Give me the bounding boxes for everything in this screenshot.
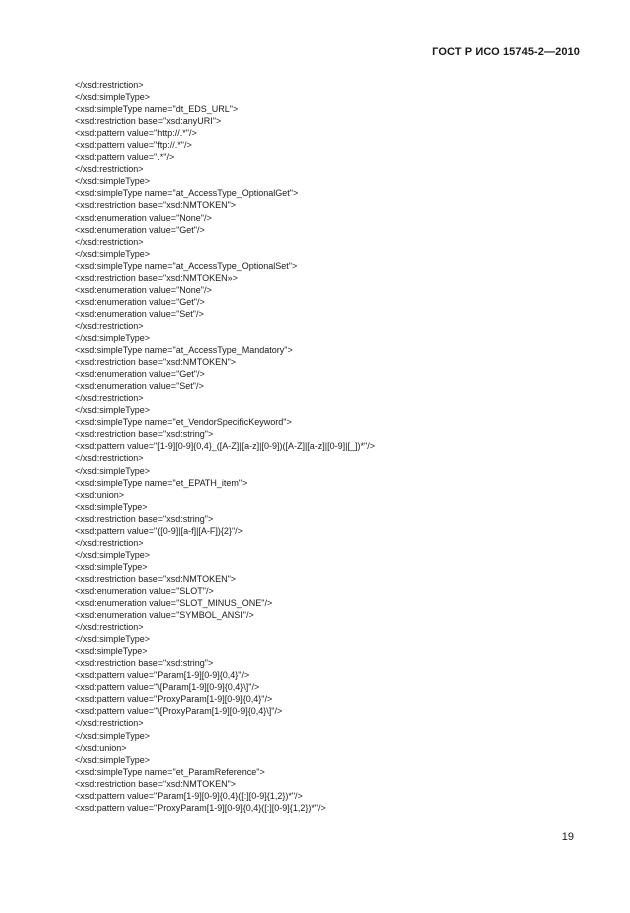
code-line: <xsd:pattern value="Param[1-9][0-9]{0,4}([:][0-9]{1,2})*"/> xyxy=(75,790,303,801)
code-line: <xsd:simpleType name="at_AccessType_OptionalGet"> xyxy=(75,188,299,199)
code-line: <xsd:pattern value="Param[1-9][0-9]{0,4}"/> xyxy=(75,670,250,681)
code-line: <xsd:pattern value="ProxyParam[1-9][0-9]{0,4}([:][0-9]{1,2})*"/> xyxy=(75,802,326,813)
code-line: <xsd:pattern value=".*"/> xyxy=(75,152,175,163)
standard-header: ГОСТ Р ИСО 15745-2—2010 xyxy=(432,46,580,58)
code-line: <xsd:enumeration value="Get"/> xyxy=(75,369,205,380)
code-line: </xsd:union> xyxy=(75,742,127,753)
code-line: </xsd:simpleType> xyxy=(75,634,151,645)
code-line: </xsd:restriction> xyxy=(75,320,144,331)
code-line: </xsd:restriction> xyxy=(75,164,144,175)
code-line: </xsd:restriction> xyxy=(75,236,144,247)
code-line: <xsd:simpleType name="at_AccessType_OptionalSet"> xyxy=(75,260,298,271)
code-line: <xsd:simpleType> xyxy=(75,501,148,512)
code-line: <xsd:simpleType> xyxy=(75,561,148,572)
page-number: 19 xyxy=(561,831,574,843)
code-line: </xsd:simpleType> xyxy=(75,248,151,259)
code-line: <xsd:pattern value="([0-9]|[a-f]|[A-F]){2}"/> xyxy=(75,525,243,536)
code-line: </xsd:restriction> xyxy=(75,718,144,729)
code-line: <xsd:restriction base="xsd:NMTOKEN"> xyxy=(75,200,237,211)
code-line: </xsd:simpleType> xyxy=(75,730,151,741)
code-line: </xsd:simpleType> xyxy=(75,332,151,343)
code-line: </xsd:restriction> xyxy=(75,537,144,548)
code-line: </xsd:restriction> xyxy=(75,80,144,90)
code-line: <xsd:simpleType name="et_ParamReference"> xyxy=(75,766,265,777)
code-line: <xsd:restriction base="xsd:NMTOKEN"> xyxy=(75,357,237,368)
code-line: <xsd:restriction base="xsd:string"> xyxy=(75,513,214,524)
code-line: <xsd:enumeration value="None"/> xyxy=(75,284,212,295)
code-line: <xsd:restriction base="xsd:string"> xyxy=(75,658,214,669)
code-line: <xsd:enumeration value="Get"/> xyxy=(75,296,205,307)
code-line: <xsd:restriction base="xsd:NMTOKEN"> xyxy=(75,573,237,584)
code-line: <xsd:simpleType name="et_VendorSpecificKeyword"> xyxy=(75,417,292,428)
code-line: </xsd:simpleType> xyxy=(75,92,151,103)
code-line: </xsd:simpleType> xyxy=(75,405,151,416)
code-line: </xsd:simpleType> xyxy=(75,549,151,560)
code-line: <xsd:enumeration value="SLOT_MINUS_ONE"/> xyxy=(75,598,273,609)
xsd-code-block xyxy=(75,79,595,814)
code-line: <xsd:simpleType name="at_AccessType_Mandatory"> xyxy=(75,345,293,356)
code-line: </xsd:restriction> xyxy=(75,622,144,633)
code-line: <xsd:restriction base="xsd:anyURI"> xyxy=(75,116,222,127)
code-line: </xsd:simpleType> xyxy=(75,754,151,765)
code-line: <xsd:pattern value="[1-9][0-9]{0,4}_([A-Z]|[a-z]|[0-9])([A-Z]|[a-z]|[0-9]|[_])*"/> xyxy=(75,441,375,452)
code-line: <xsd:pattern value="ProxyParam[1-9][0-9]{0,4}"/> xyxy=(75,694,273,705)
code-line: </xsd:simpleType> xyxy=(75,465,151,476)
code-line: <xsd:enumeration value="None"/> xyxy=(75,212,212,223)
code-line: <xsd:union> xyxy=(75,489,125,500)
code-line: <xsd:simpleType name="dt_EDS_URL"> xyxy=(75,104,239,115)
code-line: <xsd:pattern value="ftp://.*"/> xyxy=(75,140,192,151)
code-line: <xsd:enumeration value="SLOT"/> xyxy=(75,585,214,596)
code-line: <xsd:simpleType> xyxy=(75,646,148,657)
code-line: <xsd:enumeration value="Set"/> xyxy=(75,308,204,319)
code-line: <xsd:pattern value="http://.*"/> xyxy=(75,128,197,139)
code-line: <xsd:enumeration value="Set"/> xyxy=(75,381,204,392)
code-line: </xsd:restriction> xyxy=(75,393,144,404)
code-line: <xsd:pattern value="\[Param[1-9][0-9]{0,4}\]"/> xyxy=(75,682,260,693)
code-line: <xsd:enumeration value="SYMBOL_ANSI"/> xyxy=(75,610,254,621)
code-line: <xsd:pattern value="\[ProxyParam[1-9][0-9]{0,4}\]"/> xyxy=(75,706,283,717)
code-line: <xsd:restriction base="xsd:string"> xyxy=(75,429,214,440)
code-line: <xsd:enumeration value="Get"/> xyxy=(75,224,205,235)
code-line: </xsd:simpleType> xyxy=(75,176,151,187)
code-line: </xsd:restriction> xyxy=(75,453,144,464)
code-line: <xsd:restriction base="xsd:NMTOKEN"> xyxy=(75,778,237,789)
code-line: <xsd:simpleType name="et_EPATH_item"> xyxy=(75,477,248,488)
code-line: <xsd:restriction base="xsd:NMTOKEN»> xyxy=(75,272,238,283)
